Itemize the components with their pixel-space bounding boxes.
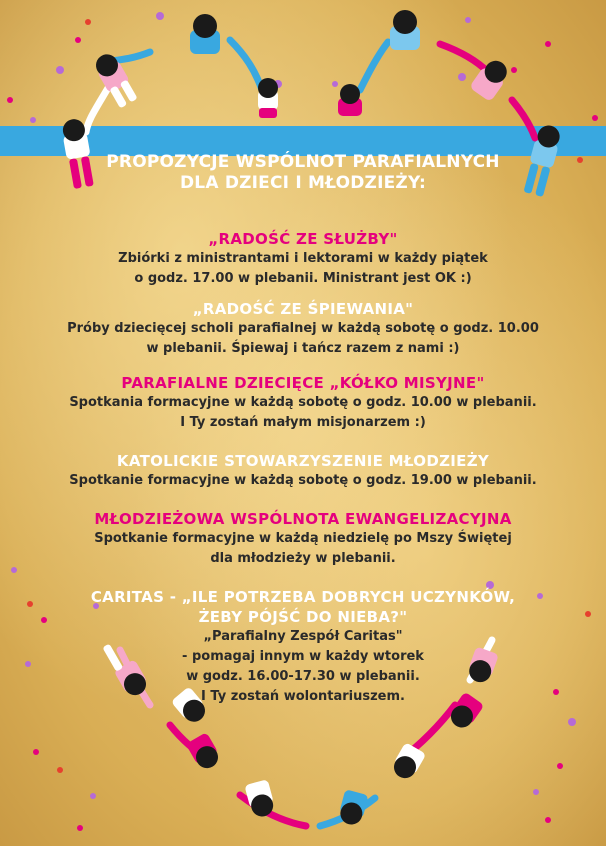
section-caritas bbox=[0, 587, 606, 707]
section-ksm bbox=[0, 451, 606, 491]
section-line: Spotkania formacyjne w każdą sobotę o godz. 10.00 w plebanii. bbox=[69, 395, 537, 410]
section-line: w plebanii. Śpiewaj i tańcz razem z nami :) bbox=[146, 341, 460, 356]
section-heading: PARAFIALNE DZIECIĘCE „KÓŁKO MISYJNE" bbox=[121, 374, 485, 392]
section-line: Zbiórki z ministrantami i lektorami w każdy piątek bbox=[118, 251, 488, 266]
section-line: I Ty zostań wolontariuszem. bbox=[201, 689, 405, 704]
section-line: Spotkanie formacyjne w każdą niedzielę po Mszy Świętej bbox=[94, 531, 512, 546]
section-ministranci bbox=[0, 229, 606, 289]
section-heading: „RADOŚĆ ZE ŚPIEWANIA" bbox=[192, 300, 414, 318]
section-schola bbox=[0, 299, 606, 359]
section-wspolnota-ewangelizacyjna bbox=[0, 509, 606, 569]
section-line: w godz. 16.00-17.30 w plebanii. bbox=[186, 669, 420, 684]
section-heading: CARITAS - „ILE POTRZEBA DOBRYCH UCZYNKÓW, bbox=[90, 588, 516, 606]
section-line: Próby dziecięcej scholi parafialnej w każdą sobotę o godz. 10.00 bbox=[67, 321, 539, 336]
section-line: - pomagaj innym w każdy wtorek bbox=[182, 649, 424, 664]
section-heading: KATOLICKIE STOWARZYSZENIE MŁODZIEŻY bbox=[116, 452, 490, 470]
section-line: „Parafialny Zespół Caritas" bbox=[203, 629, 403, 644]
section-line: I Ty zostań małym misjonarzem :) bbox=[180, 415, 426, 430]
section-heading: MŁODZIEŻOWA WSPÓLNOTA EWANGELIZACYJNA bbox=[94, 510, 512, 528]
poster-title bbox=[0, 152, 606, 194]
section-heading: ŻEBY PÓJŚĆ DO NIEBA?" bbox=[198, 608, 408, 626]
section-line: Spotkanie formacyjne w każdą sobotę o godz. 19.00 w plebanii. bbox=[69, 473, 537, 488]
section-heading: „RADOŚĆ ZE SŁUŻBY" bbox=[208, 230, 398, 248]
section-line: dla młodzieży w plebanii. bbox=[210, 551, 396, 566]
section-kolko-misyjne bbox=[0, 373, 606, 433]
section-line: o godz. 17.00 w plebanii. Ministrant jest OK :) bbox=[134, 271, 472, 286]
title-line-2: DLA DZIECI I MŁODZIEŻY: bbox=[180, 173, 426, 193]
title-line-1: PROPOZYCJE WSPÓLNOT PARAFIALNYCH bbox=[106, 152, 500, 172]
